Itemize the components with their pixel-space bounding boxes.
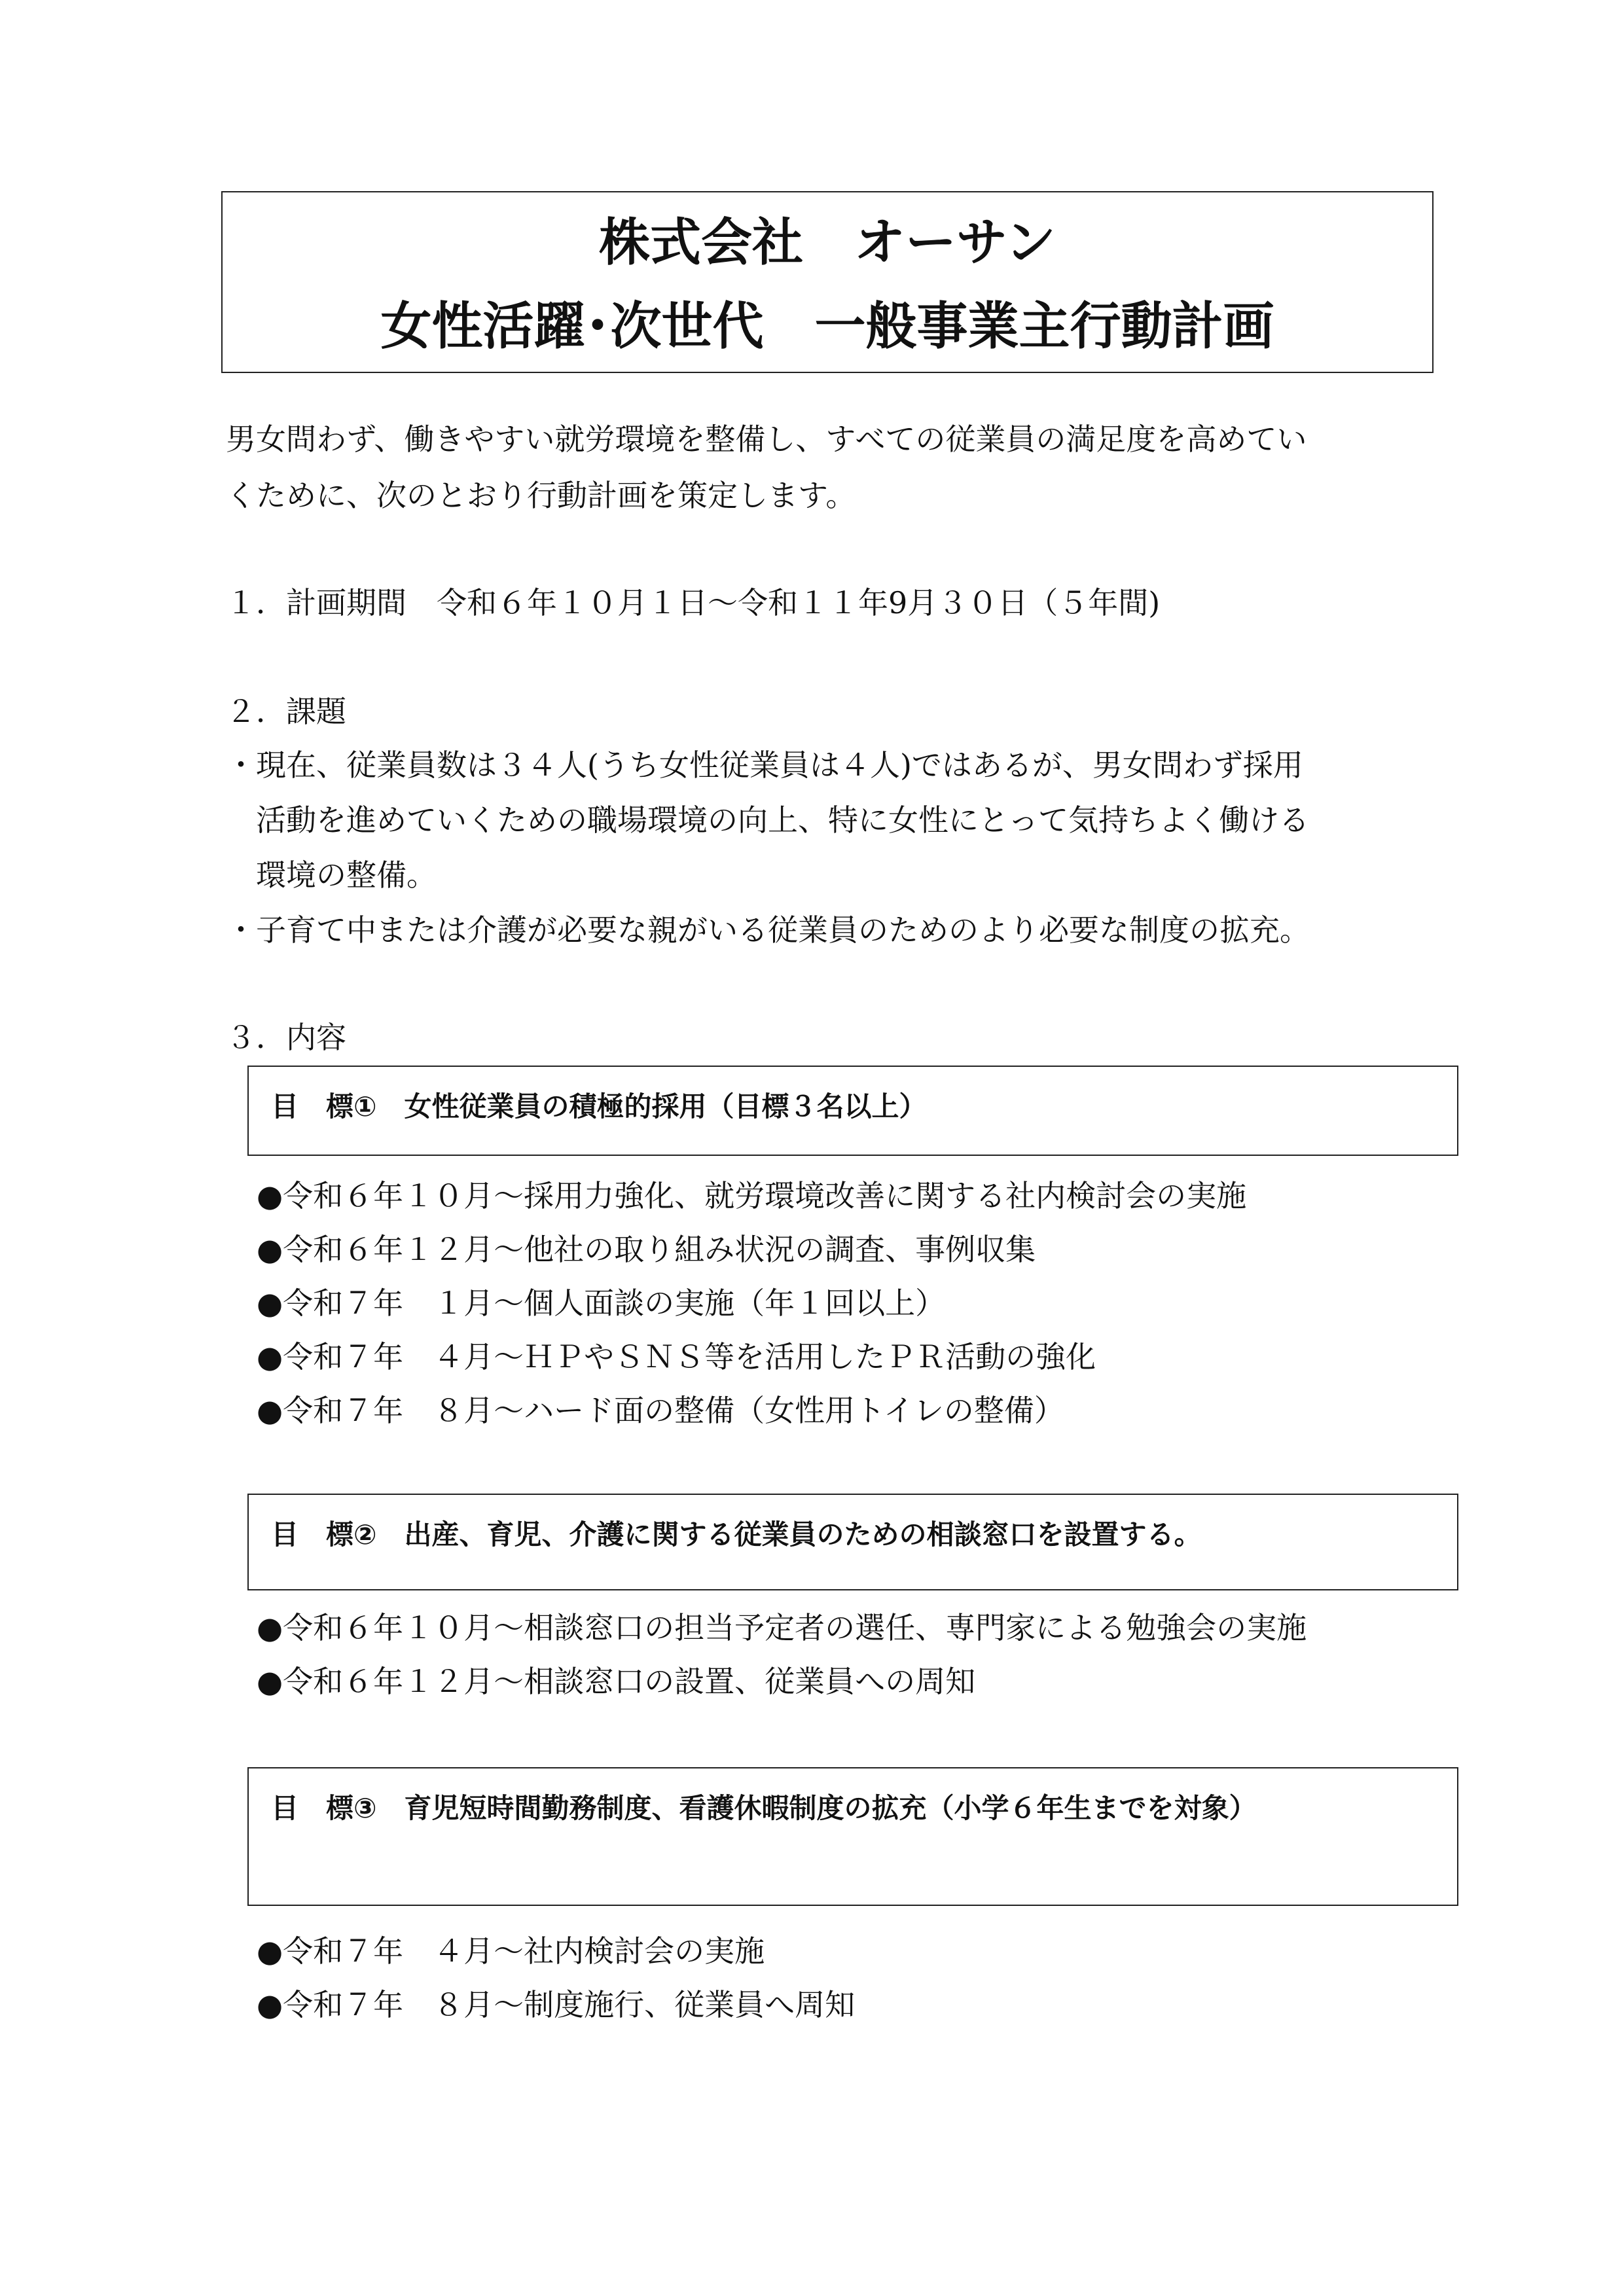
issue-line: ・現在、従業員数は３４人(うち女性従業員は４人)ではあるが、男女問わず採用	[226, 747, 1303, 783]
goal-2-title: 目 標② 出産、育児、介護に関する従業員のための相談窓口を設置する。	[271, 1518, 1202, 1551]
company-name: 株式会社 オーサン	[598, 213, 1056, 272]
goal-1-box	[247, 1066, 1458, 1156]
issue-line: ・子育て中または介護が必要な親がいる従業員のためのより必要な制度の拡充。	[226, 912, 1310, 948]
title-box	[221, 191, 1434, 373]
goal-1-item: ●令和６年１０月～採用力強化、就労環境改善に関する社内検討会の実施	[257, 1178, 1247, 1213]
issue-line: 活動を進めていくための職場環境の向上、特に女性にとって気持ちよく働ける	[226, 802, 1310, 838]
goal-2-item: ●令和６年１０月～相談窓口の担当予定者の選任、専門家による勉強会の実施	[257, 1610, 1307, 1645]
goal-1-title: 目 標① 女性従業員の積極的採用（目標３名以上）	[271, 1090, 927, 1122]
goal-3-item: ●令和７年 ４月～社内検討会の実施	[257, 1933, 765, 1969]
goal-3-title: 目 標③ 育児短時間勤務制度、看護休暇制度の拡充（小学６年生までを対象）	[271, 1792, 1257, 1824]
intro-line-1: 男女問わず、働きやすい就労環境を整備し、すべての従業員の満足度を高めてい	[226, 422, 1307, 457]
goal-1-item: ●令和６年１２月～他社の取り組み状況の調査、事例収集	[257, 1232, 1036, 1267]
document-title: 女性活躍･次世代 一般事業主行動計画	[380, 297, 1274, 356]
goal-3-box	[247, 1767, 1458, 1906]
goal-3-item: ●令和７年 ８月～制度施行、従業員へ周知	[257, 1987, 856, 2022]
intro-line-2: くために、次のとおり行動計画を策定します。	[226, 478, 856, 513]
goal-2-box	[247, 1494, 1458, 1590]
goal-1-item: ●令和７年 １月～個人面談の実施（年１回以上）	[257, 1285, 946, 1321]
goal-1-item: ●令和７年 ４月～ＨＰやＳＮＳ等を活用したＰＲ活動の強化	[257, 1339, 1096, 1374]
plan-period: １．計画期間 令和６年１０月１日～令和１１年9月３０日（５年間)	[226, 585, 1161, 620]
goal-1-item: ●令和７年 ８月～ハード面の整備（女性用トイレの整備）	[257, 1393, 1064, 1428]
issue-line: 環境の整備。	[226, 857, 437, 893]
goal-2-item: ●令和６年１２月～相談窓口の設置、従業員への周知	[257, 1664, 976, 1699]
contents-heading: ３．内容	[226, 1020, 346, 1055]
issues-heading: ２．課題	[226, 694, 346, 729]
